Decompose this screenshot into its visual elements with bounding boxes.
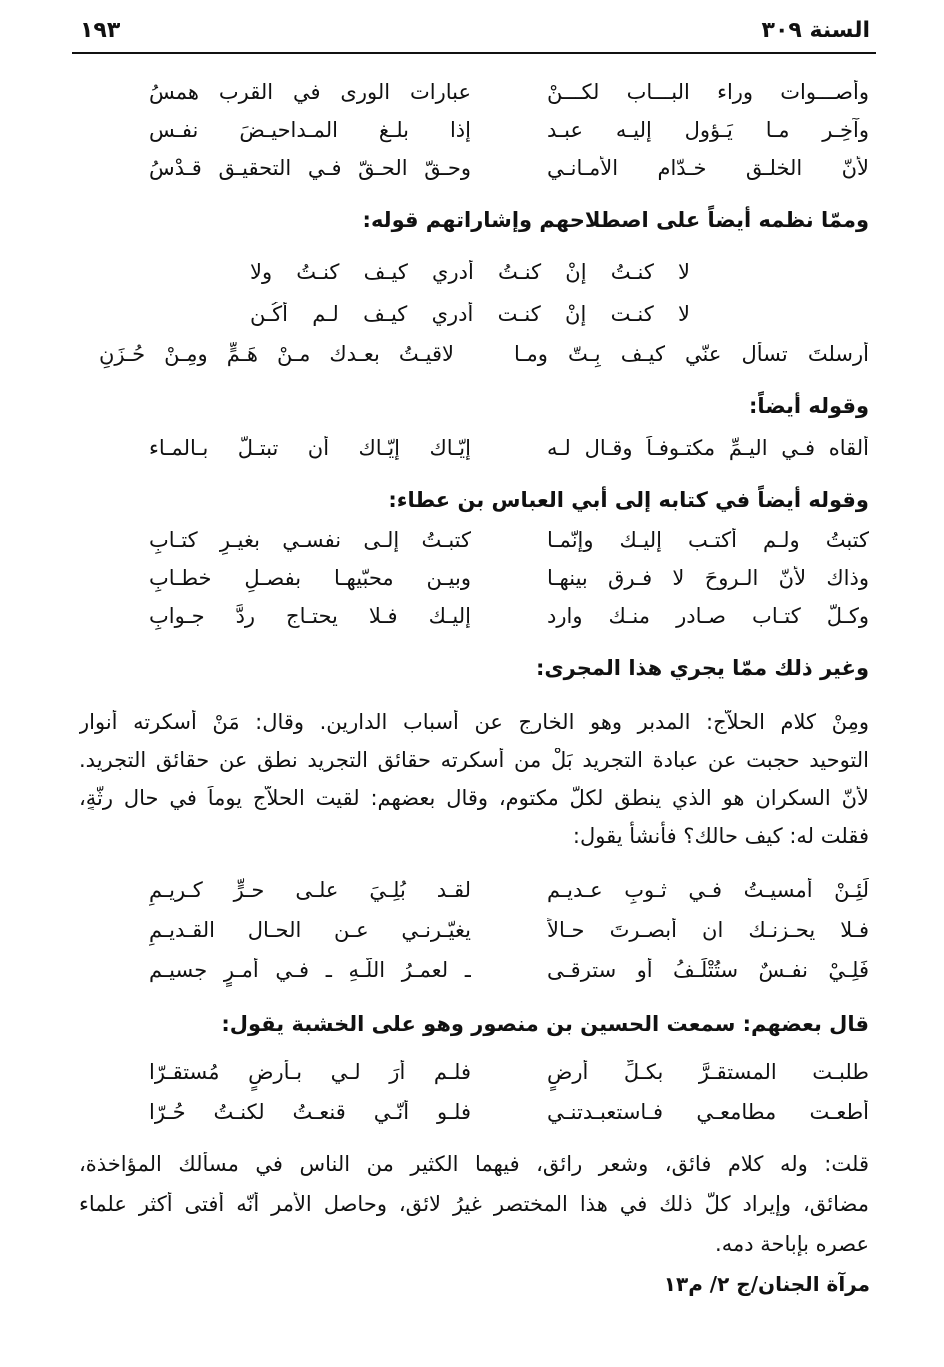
verse-first-hemistich: فَلِـيْ نفـسٌ ستُتْلَـفُ أو سترقـى (547, 958, 869, 982)
paragraph-line: ومِنْ كلام الحلاّج: المدبر وهو الخارج عن أسباب الدارين. وقال: مَنْ أسكرته أنوار (79, 710, 869, 734)
paragraph-line: فقلت له: كيف حالك؟ فأنشأ يقول: (572, 824, 869, 848)
footer-signature: مرآة الجنان/ج ٢/ م١٣ (663, 1272, 870, 1296)
verse-first-hemistich: لَئِـنْ أمسيـتُ فـي ثـوبِ عـديـم (547, 878, 869, 902)
verse-line (149, 604, 869, 636)
verse-line (149, 958, 869, 990)
centered-verse-line: لا كنـت إنْ كنـت أدري كيـف لـم أكُـن (250, 302, 690, 326)
page-number: ١٩٣ (80, 18, 121, 43)
intro-line: وغير ذلك ممّا يجري هذا المجرى: (536, 656, 869, 680)
verse-line (99, 342, 869, 374)
verse-second-hemistich: فلـم أرَ لـي بـأرضٍ مُستقـرّا (149, 1060, 471, 1084)
paragraph-line: قلت: وله كلام فائق، وشعر رائق، فيهما الكثير من الناس في مسألك المؤاخذة، (79, 1152, 869, 1176)
verse-first-hemistich: فـلا يحـزنـك ان أبصـرتَ حـالاً (547, 918, 869, 942)
verse-second-hemistich: إليـك فـلا يحتـاج ردَّ جـوابِ (149, 604, 471, 628)
verse-first-hemistich: وأصـــوات وراء البـــاب لكـــنْ (547, 80, 869, 104)
verse-second-hemistich: ـ لعمـرُ اللّـهِ ـ فـي أمـرٍ جسيـم (149, 958, 471, 982)
verse-first-hemistich: أطعـت مطامعـي فـاستعبـدتنـي (547, 1100, 869, 1124)
paragraph-line: التوحيد حجبت عن عبادة التجريد بَلْ من أسكرته حقائق التجريد نطق عن حقائق التجريد. (79, 748, 869, 772)
paragraph-line: عصره بإباحة دمه. (715, 1232, 869, 1256)
verse-line (149, 1100, 869, 1132)
paragraph-line: مضائق، وإيراد كلّ ذلك في هذا المختصر غيرُ لائق، وحاصل الأمر أنّه أفتى أكثر علماء (79, 1192, 869, 1216)
verse-first-hemistich: وآخِـر مـا يَـؤول إليـه عبـد (547, 118, 869, 142)
intro-line: وقوله أيضاً: (749, 394, 869, 418)
verse-first-hemistich: لأنّ الخلـق خـدّام الأمـانـي (547, 156, 869, 180)
centered-verse-line: لا كنـتُ إنْ كنـتُ أدري كيـف كنـتُ ولا (250, 260, 690, 284)
verse-second-hemistich: وبيـن محبّيهـا بفصـلِ خطـابِ (149, 566, 471, 590)
verse-line (149, 80, 869, 112)
verse-second-hemistich: إيّـاك إيّـاك أن تبتـلَّ بـالمـاء (149, 436, 471, 460)
verse-second-hemistich: إذا بلـغ المـداحيـضَ نفـس (149, 118, 471, 142)
verse-first-hemistich: وذاك لأنّ الـروحَ لا فـرق بينهـا (547, 566, 869, 590)
header-year: السنة ٣٠٩ (761, 18, 870, 43)
verse-second-hemistich: يغيّـرنـي عـن الحـال القـديـمِ (149, 918, 471, 942)
intro-line: وممّا نظمه أيضاً على اصطلاحهم وإشاراتهم قوله: (362, 208, 869, 232)
verse-line (149, 1060, 869, 1092)
verse-line (149, 528, 869, 560)
intro-line: وقوله أيضاً في كتابه إلى أبي العباس بن عطاء: (388, 488, 869, 512)
verse-second-hemistich: لقـد بُلِـيَ علـى حـرٍّ كـريـمِ (149, 878, 471, 902)
verse-line (149, 878, 869, 910)
verse-second-hemistich: عبارات الورى في القرب همسُ (149, 80, 471, 104)
verse-line (149, 566, 869, 598)
paragraph-line: لأنّ السكران هو الذي ينطق لكلّ مكتوم، وقال بعضهم: لقيت الحلاّج يوماً في حالِ رثّةٍ، (79, 786, 869, 810)
verse-first-hemistich: كتبتُ ولـم أكتـب إليـك وإنّمـا (547, 528, 869, 552)
verse-second-hemistich: فلـو أنّـي قنعـتُ لكنـتُ حُـرّا (149, 1100, 471, 1124)
verse-line (149, 918, 869, 950)
header-rule (72, 52, 876, 54)
verse-line (149, 118, 869, 150)
verse-first-hemistich: وكـلّ كتـاب صـادر منـك وارد (547, 604, 869, 628)
verse-first-hemistich: أرسلتَ تسأل عنّي كيـف بِـتّ ومـا (514, 342, 869, 366)
verse-first-hemistich: ألقاه فـي اليـمِّ مكتـوفـاً وقـال لـه (547, 436, 869, 460)
verse-line (149, 436, 869, 468)
verse-first-hemistich: طلبـت المستقـرَّ بكـلِّ أرضٍ (547, 1060, 869, 1084)
verse-second-hemistich: لاقيـتُ بعـدك مـنْ هَـمٍّ ومِـنْ حُـزَنِ (99, 342, 454, 366)
intro-line: قال بعضهم: سمعت الحسين بن منصور وهو على الخشبة يقول: (221, 1012, 869, 1036)
verse-second-hemistich: كتبـتُ إلـى نفسـي بغيـرِ كتـابِ (149, 528, 471, 552)
verse-line (149, 156, 869, 188)
verse-second-hemistich: وحـقّ الحـقّ فـي التحقيـق قـدْسُ (149, 156, 471, 180)
